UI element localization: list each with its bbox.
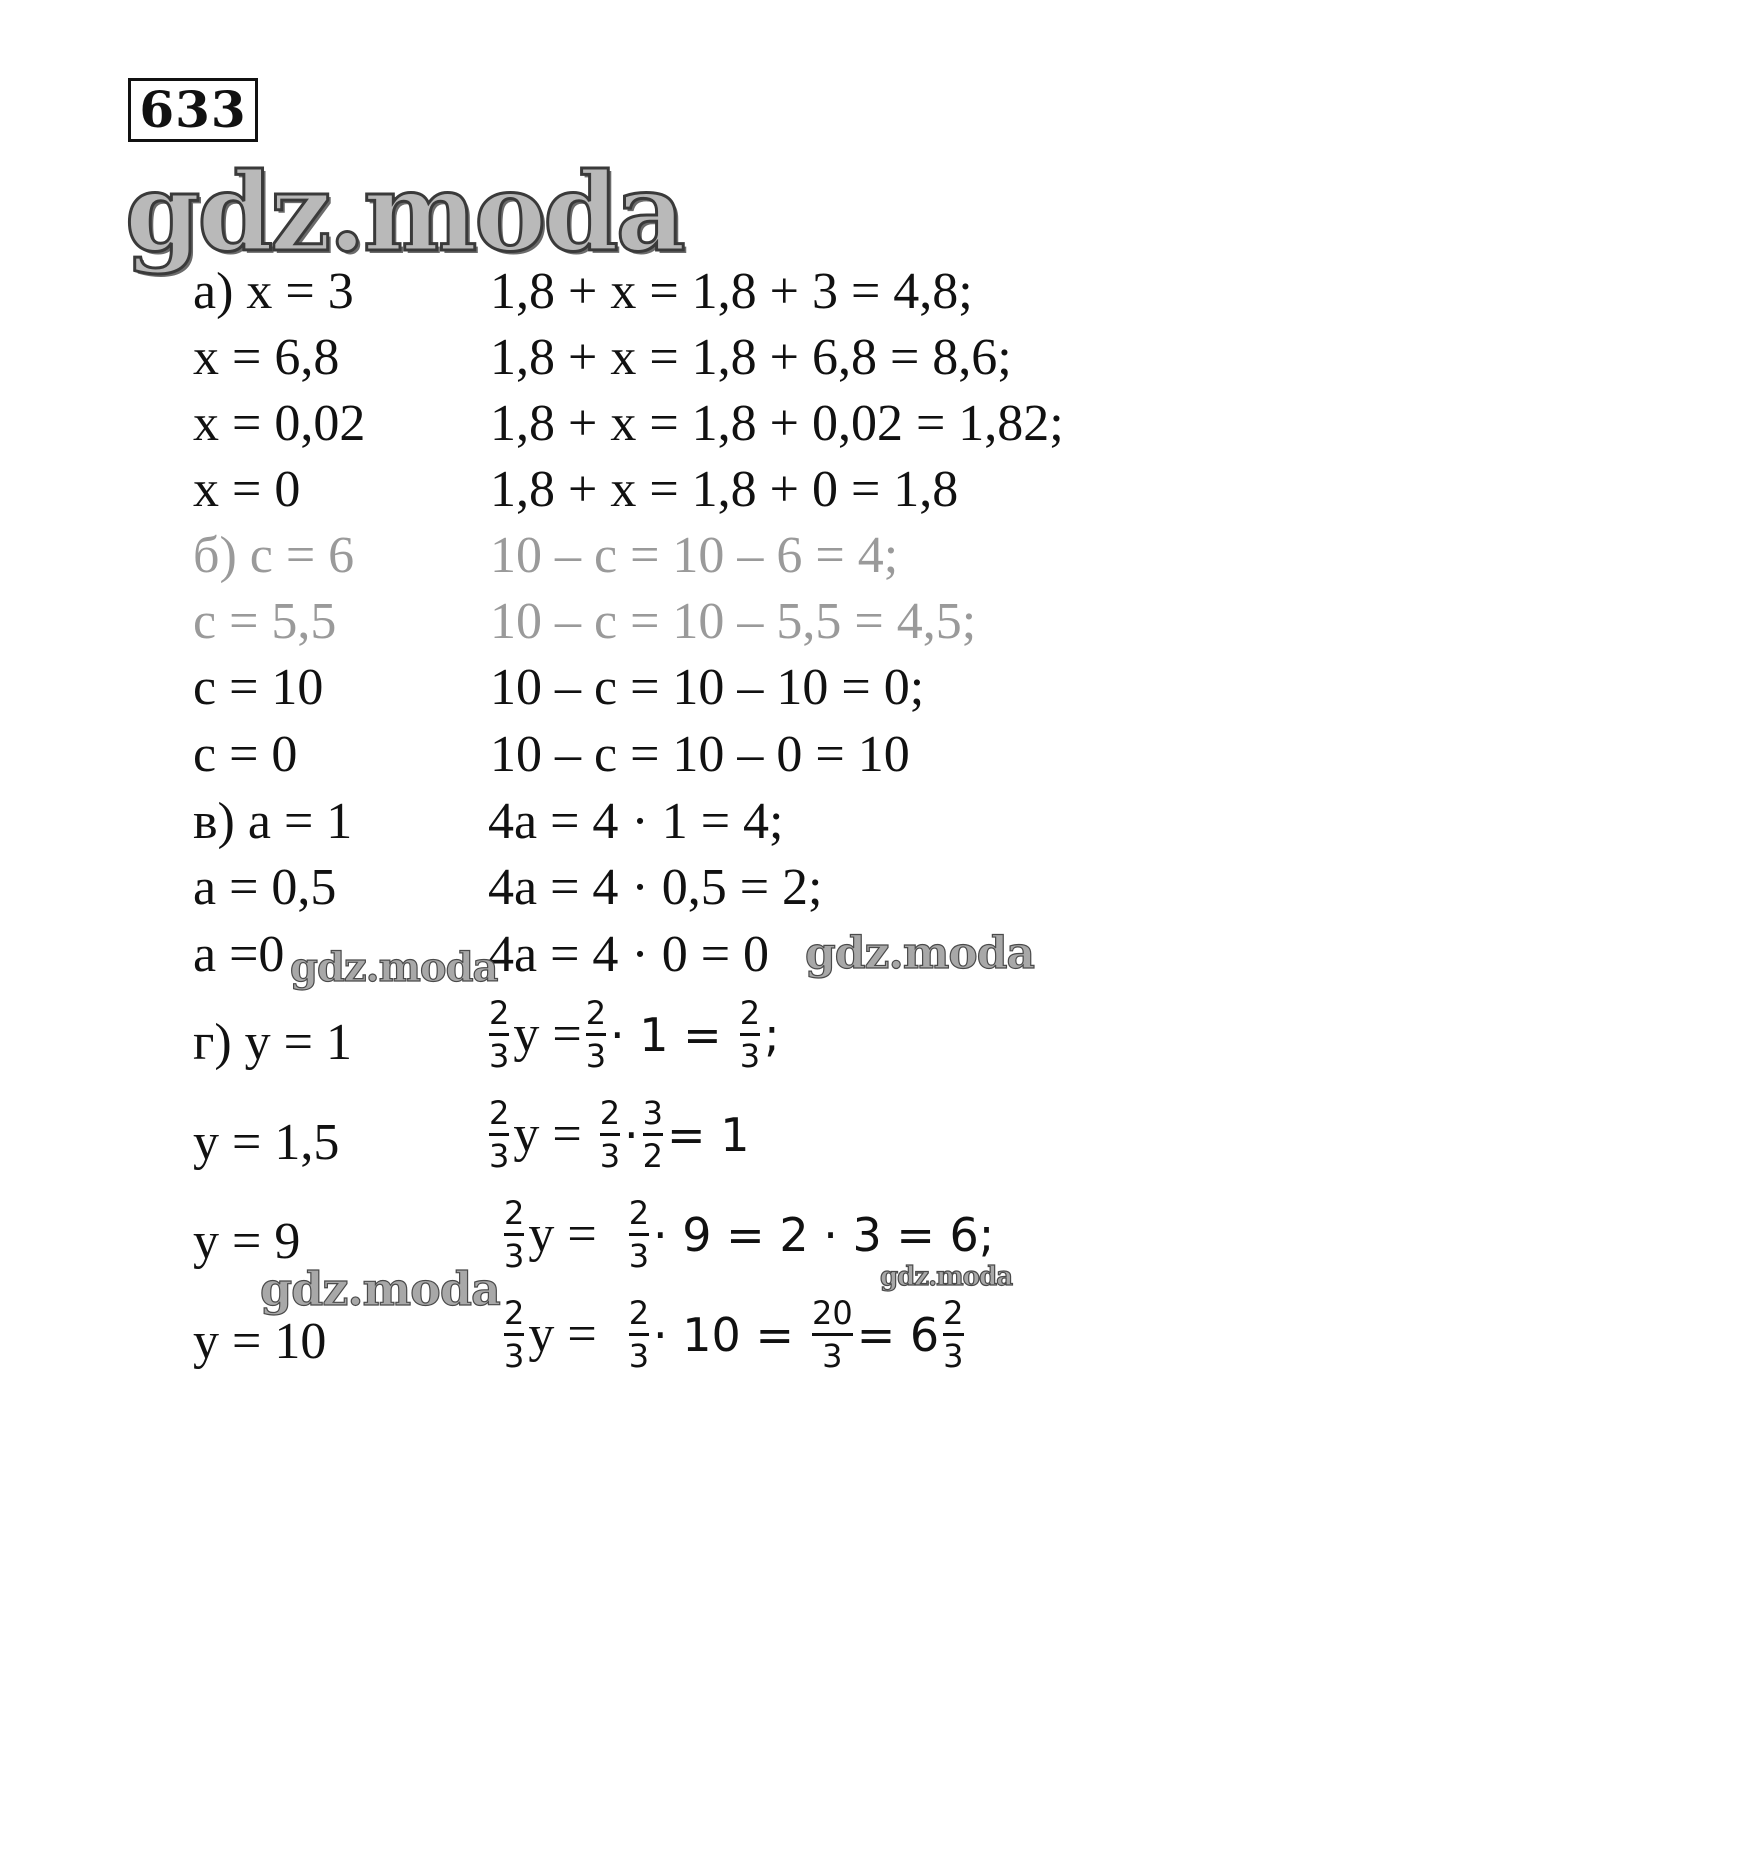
fraction: $\frac{2}{3}$	[489, 994, 510, 1075]
row-g-4-left: y = 10	[193, 1313, 327, 1370]
row-a-4-right: 1,8 + x = 1,8 + 0 = 1,8	[490, 461, 959, 518]
fraction: $\frac{20}{3}$	[812, 1294, 853, 1375]
fraction: $\frac{2}{3}$	[504, 1294, 525, 1375]
row-v-2-left: a = 0,5	[193, 859, 337, 916]
watermark-logo-large: gdz.moda	[125, 150, 683, 276]
row-b-3-right: 10 – c = 10 – 10 = 0;	[490, 659, 925, 716]
fraction: $\frac{2}{3}$	[489, 1094, 510, 1175]
watermark-logo-small: gdz.moda	[260, 1262, 500, 1316]
fraction: $\frac{2}{3}$	[599, 1094, 621, 1175]
row-g-1-right: $\frac{2}{3}$ y = $\frac{2}{3}$ · 1 = $\frac{2}{3}$ ;	[489, 994, 780, 1075]
task-number: 633	[128, 78, 258, 142]
watermark-logo-small: gdz.moda	[290, 944, 498, 991]
row-b-4-right: 10 – c = 10 – 0 = 10	[490, 726, 910, 783]
watermark-logo-small: gdz.moda	[805, 928, 1035, 979]
fraction: $\frac{2}{3}$	[585, 994, 607, 1075]
row-a-2-left: x = 6,8	[193, 329, 340, 386]
row-a-1-right: 1,8 + x = 1,8 + 3 = 4,8;	[490, 263, 973, 320]
row-g-1-left: г) y = 1	[193, 1014, 352, 1071]
row-g-2-left: y = 1,5	[193, 1114, 340, 1171]
row-a-4-left: x = 0	[193, 461, 301, 518]
row-b-2-left: c = 5,5	[193, 593, 337, 650]
row-b-1-right: 10 – c = 10 – 6 = 4;	[490, 527, 899, 584]
row-a-3-right: 1,8 + x = 1,8 + 0,02 = 1,82;	[490, 395, 1064, 452]
row-a-3-left: x = 0,02	[193, 395, 366, 452]
row-v-3-right: 4a = 4 · 0 = 0	[488, 926, 770, 983]
fraction: $\frac{2}{3}$	[628, 1294, 650, 1375]
row-b-2-right: 10 – c = 10 – 5,5 = 4,5;	[490, 593, 977, 650]
row-v-3-left: a =0	[193, 926, 285, 983]
row-g-2-right: $\frac{2}{3}$ y = $\frac{2}{3}$ · $\frac{3}{2}$ = 1	[489, 1094, 750, 1175]
row-v-1-left: в) a = 1	[193, 793, 353, 850]
row-a-2-right: 1,8 + x = 1,8 + 6,8 = 8,6;	[490, 329, 1012, 386]
fraction: $\frac{2}{3}$	[628, 1194, 650, 1275]
row-g-3-left: y = 9	[193, 1213, 301, 1270]
fraction: $\frac{2}{3}$	[504, 1194, 525, 1275]
row-b-1-left: б) c = 6	[193, 527, 355, 584]
row-v-1-right: 4a = 4 · 1 = 4;	[488, 793, 784, 850]
row-g-3-right: $\frac{2}{3}$ y = $\frac{2}{3}$ · 9 = 2 · 3 = 6;	[504, 1194, 995, 1275]
row-b-4-left: c = 0	[193, 726, 298, 783]
row-b-3-left: c = 10	[193, 659, 324, 716]
watermark-logo-small: gdz.moda	[880, 1262, 1013, 1292]
row-a-1-left: а) x = 3	[193, 263, 354, 320]
fraction: $\frac{2}{3}$	[739, 994, 761, 1075]
row-v-2-right: 4a = 4 · 0,5 = 2;	[488, 859, 823, 916]
fraction: $\frac{3}{2}$	[642, 1094, 664, 1175]
fraction: $\frac{2}{3}$	[943, 1294, 964, 1375]
row-g-4-right: $\frac{2}{3}$ y = $\frac{2}{3}$ · 10 = $\frac{20}{3}$ = 6 $\frac{2}{3}$	[504, 1294, 964, 1375]
